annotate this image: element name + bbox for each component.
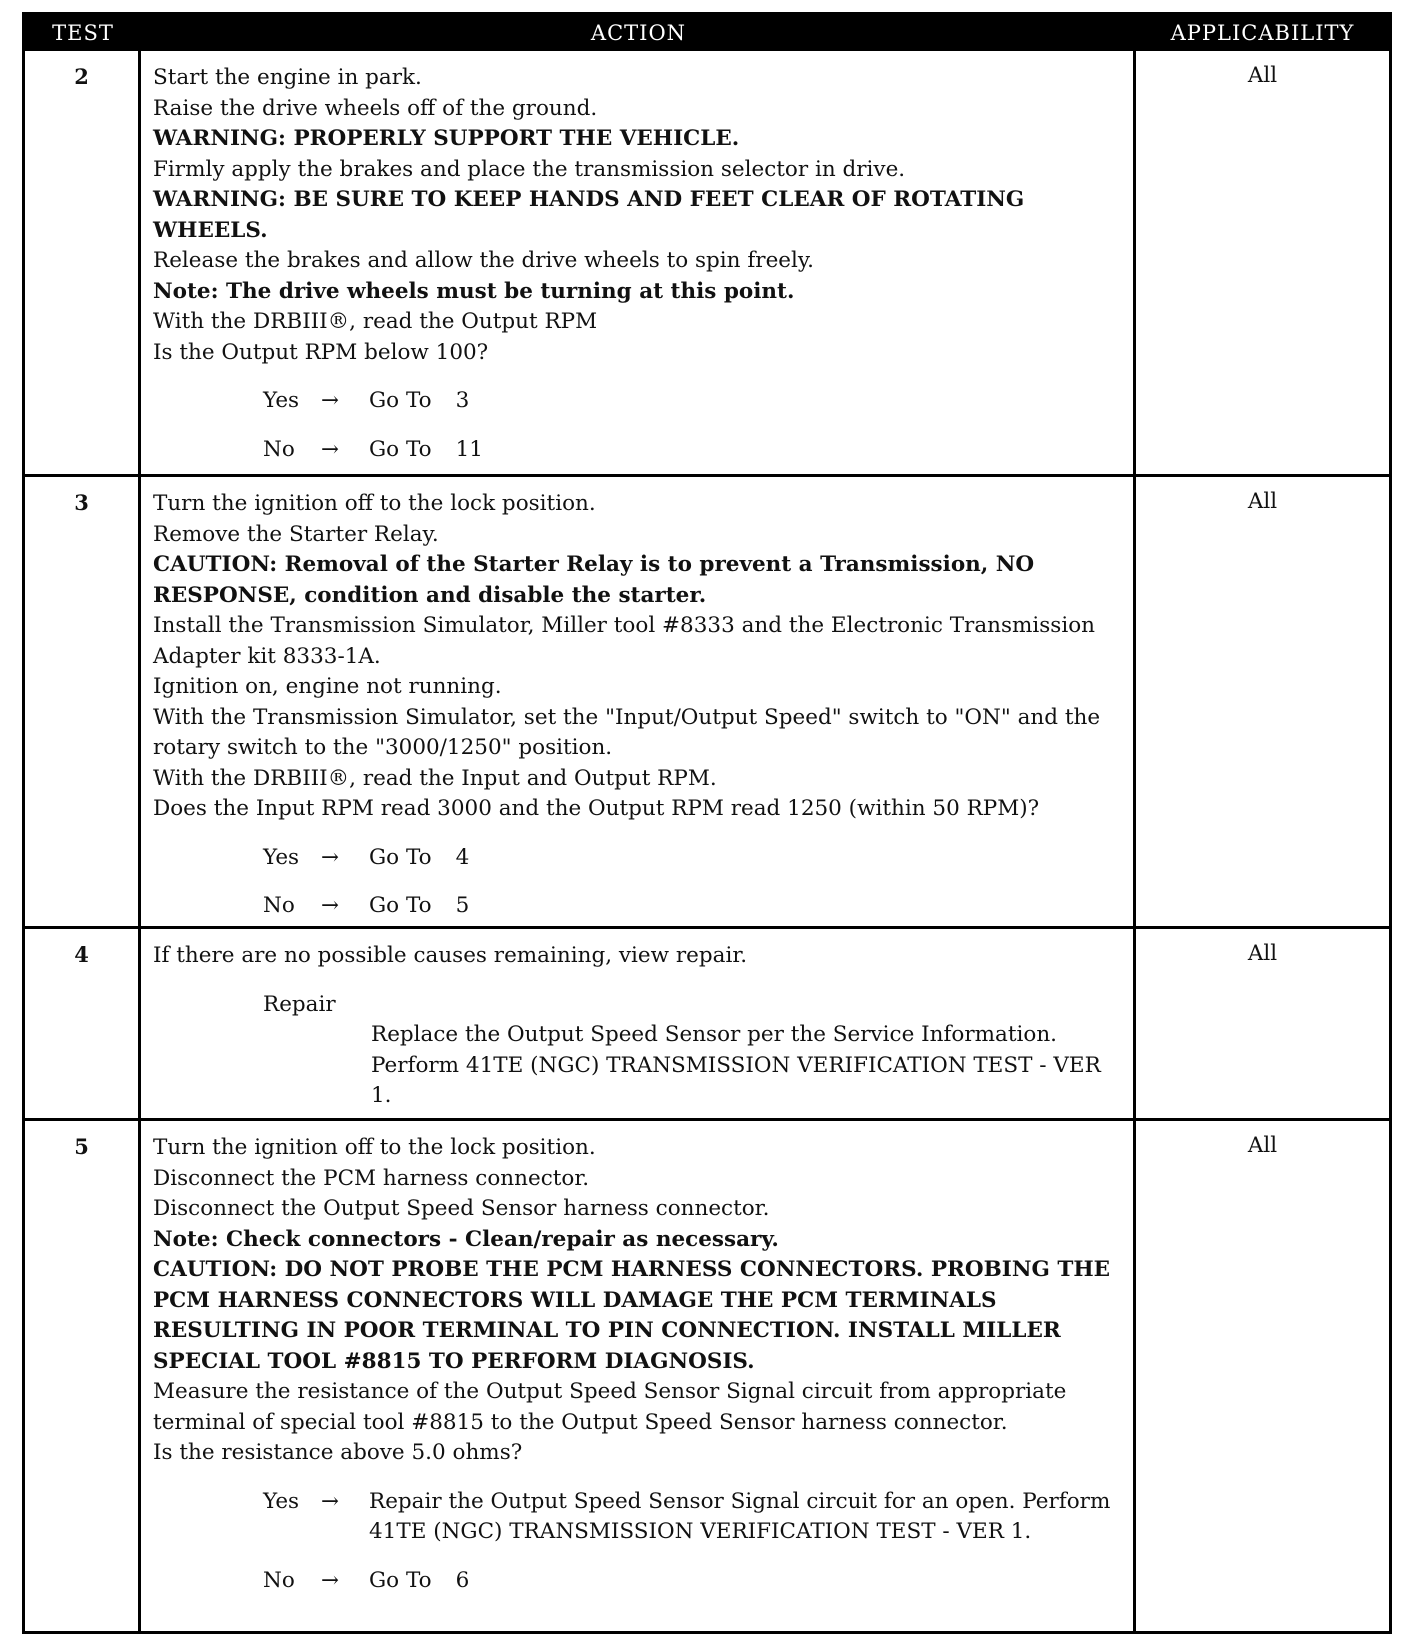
- repair-instructions: [371, 1020, 1125, 1112]
- caution-line: CAUTION: Removal of the Starter Relay is to prevent a Transmission, NO RESPONSE, condition and disable the starter.: [153, 552, 1035, 608]
- question-line: Does the Input RPM read 3000 and the Output RPM read 1250 (within 50 RPM)?: [153, 796, 1040, 821]
- goto-target: 6: [455, 1567, 470, 1593]
- goto-target: 11: [455, 436, 483, 462]
- action-test-2: [141, 51, 1136, 474]
- action-line: Firmly apply the brakes and place the transmission selector in drive.: [153, 156, 906, 182]
- yes-branch: [263, 843, 1125, 874]
- note-line: Note: Check connectors - Clean/repair as necessary.: [153, 1226, 779, 1252]
- note-line: Note: The drive wheels must be turning at this point.: [153, 278, 795, 304]
- action-line: Release the brakes and allow the drive wheels to spin freely.: [153, 248, 815, 273]
- no-branch: [263, 1566, 1125, 1597]
- goto-label: Go To: [369, 844, 432, 870]
- arrow-icon: →: [321, 844, 340, 870]
- question-line: Is the Output RPM below 100?: [153, 339, 489, 365]
- yes-branch: [263, 1487, 1125, 1548]
- repair-line: Replace the Output Speed Sensor per the Service Information.: [371, 1022, 1057, 1047]
- goto-target: 5: [455, 893, 470, 918]
- warning-line: WARNING: PROPERLY SUPPORT THE VEHICLE.: [153, 126, 740, 151]
- test-number-4: 4: [25, 926, 141, 1118]
- test-number-5: 5: [25, 1118, 141, 1631]
- arrow-icon: →: [321, 388, 340, 413]
- action-line: Disconnect the PCM harness connector.: [153, 1165, 590, 1191]
- arrow-icon: →: [321, 1488, 340, 1514]
- goto-label: Go To: [369, 1567, 432, 1593]
- action-line: Raise the drive wheels off of the ground.: [153, 95, 598, 121]
- yes-label: Yes: [263, 844, 300, 870]
- no-label: No: [263, 436, 295, 462]
- no-branch: [263, 891, 1125, 922]
- diagnostic-test-table: [22, 12, 1392, 1634]
- applicability-test-2: All: [1247, 63, 1278, 88]
- arrow-icon: →: [321, 893, 340, 918]
- action-line: Start the engine in park.: [153, 65, 422, 90]
- action-line: With the Transmission Simulator, set the "Input/Output Speed" switch to "ON" and the rotary switch to the "3000/1250" position.: [153, 704, 1101, 760]
- action-line: If there are no possible causes remaining, view repair.: [153, 943, 748, 968]
- applicability-test-3: All: [1136, 474, 1389, 926]
- action-line: Turn the ignition off to the lock position.: [153, 1135, 596, 1160]
- action-line: Disconnect the Output Speed Sensor harness connector.: [153, 1196, 770, 1221]
- warning-line: WARNING: BE SURE TO KEEP HANDS AND FEET CLEAR OF ROTATING WHEELS.: [153, 187, 1025, 243]
- action-test-5: [141, 1118, 1136, 1631]
- header-test: TEST: [25, 15, 141, 51]
- action-test-3: [141, 474, 1136, 926]
- repair-label: Repair: [263, 991, 336, 1017]
- action-line: Turn the ignition off to the lock position.: [153, 491, 596, 516]
- arrow-icon: →: [321, 436, 340, 462]
- goto-label: Go To: [369, 893, 432, 918]
- header-action: ACTION: [141, 15, 1136, 51]
- caution-line: CAUTION: DO NOT PROBE THE PCM HARNESS CONNECTORS. PROBING THE PCM HARNESS CONNECTORS WILL DAMAGE THE PCM TERMINALS RESULTING IN POOR TERMINAL TO PIN CONNECTION. INSTALL MILLER SPECIAL TOOL #8815 TO PERFORM DIAGNOSIS.: [153, 1257, 1111, 1374]
- no-label: No: [263, 1567, 295, 1593]
- yes-label: Yes: [263, 1488, 300, 1514]
- yes-repair-text: Repair the Output Speed Sensor Signal circuit for an open. Perform 41TE (NGC) TRANSMISSION VERIFICATION TEST - VER 1.: [369, 1488, 1111, 1544]
- action-line: Ignition on, engine not running.: [153, 674, 502, 699]
- applicability-test-5: All: [1136, 1118, 1389, 1631]
- yes-branch: [263, 386, 1125, 417]
- action-line: Remove the Starter Relay.: [153, 521, 439, 547]
- goto-target: 4: [455, 844, 470, 870]
- goto-target: 3: [455, 388, 470, 413]
- action-line: Install the Transmission Simulator, Miller tool #8333 and the Electronic Transmission Adapter kit 8333-1A.: [153, 613, 1096, 669]
- no-label: No: [263, 893, 295, 918]
- applicability-test-4: All: [1136, 926, 1389, 1118]
- action-test-4: [141, 926, 1136, 1118]
- header-applicability: APPLICABILITY: [1136, 15, 1389, 51]
- action-line: With the DRBIII®, read the Output RPM: [153, 309, 598, 334]
- yes-label: Yes: [263, 388, 300, 413]
- arrow-icon: →: [321, 1567, 340, 1593]
- test-number-3: 3: [25, 474, 141, 926]
- test-number-2: 2: [25, 51, 141, 474]
- goto-label: Go To: [369, 436, 432, 462]
- repair-line: Perform 41TE (NGC) TRANSMISSION VERIFICATION TEST - VER 1.: [371, 1052, 1101, 1108]
- action-line: Measure the resistance of the Output Speed Sensor Signal circuit from appropriate terminal of special tool #8815 to the Output Speed Sensor harness connector.: [153, 1379, 1067, 1435]
- action-line: With the DRBIII®, read the Input and Output RPM.: [153, 765, 717, 791]
- question-line: Is the resistance above 5.0 ohms?: [153, 1440, 523, 1465]
- no-branch: [263, 435, 1125, 466]
- goto-label: Go To: [369, 388, 432, 413]
